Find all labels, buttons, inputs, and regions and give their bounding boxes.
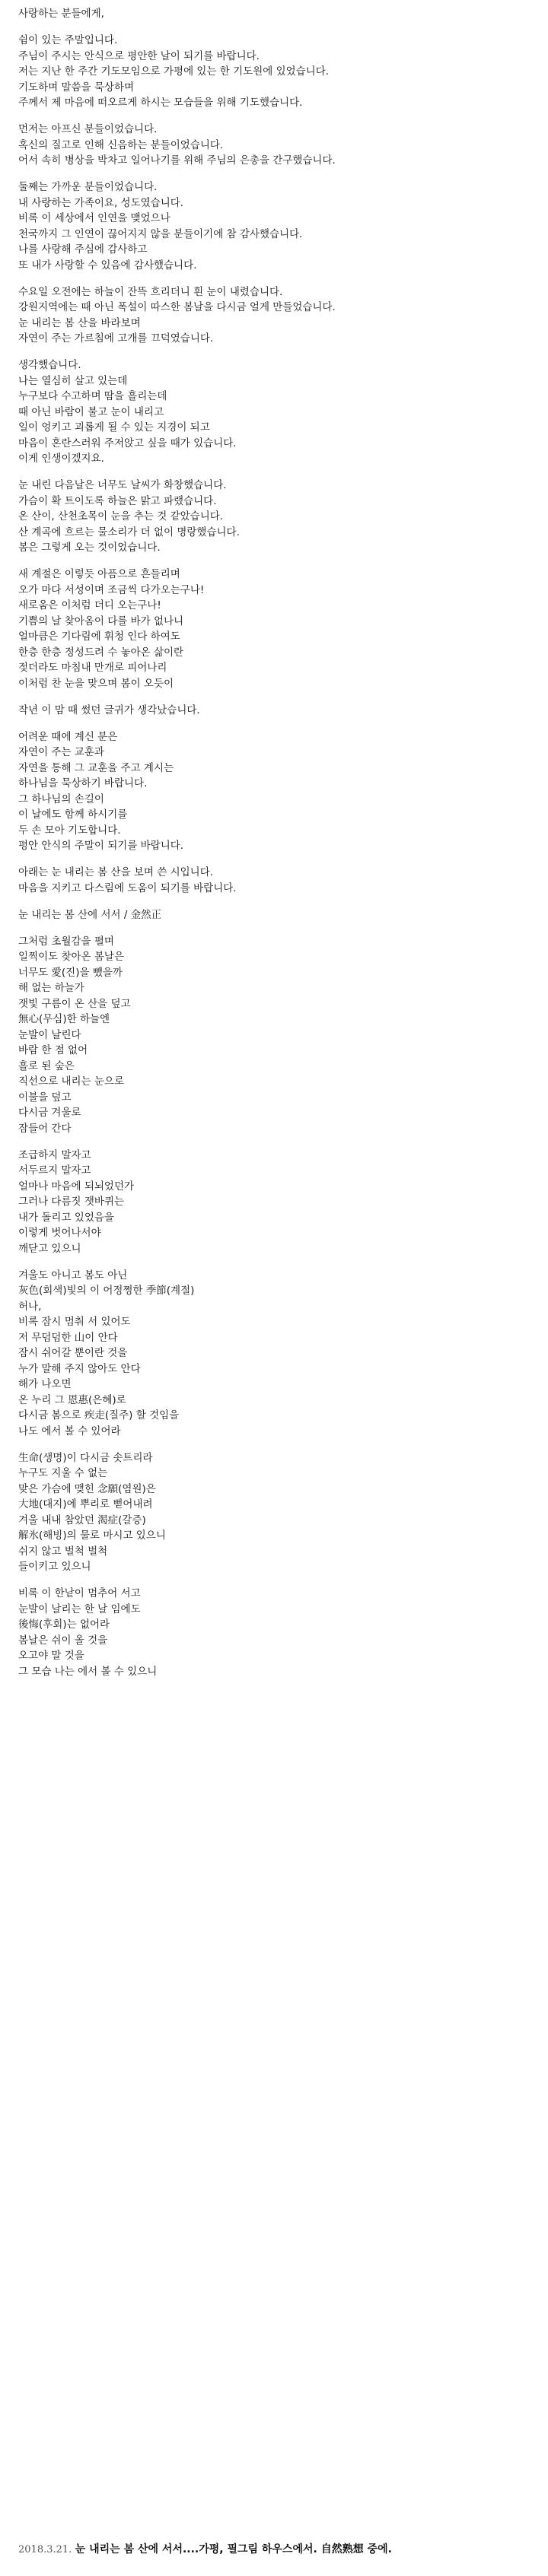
letter-line: 눈 내리는 봄 산을 바라보며 (18, 316, 141, 329)
letter-line: 눈 내리는 봄 산에 서서 / 金然正 (18, 908, 162, 921)
letter-line: 灰色(회색)빛의 이 어정쩡한 季節(계절) (18, 1285, 195, 1297)
letter-line: 눈발이 날리는 한 날 임에도 (18, 1602, 141, 1615)
letter-line: 이렇게 벗어나서야 (18, 1227, 101, 1239)
letter-line: 조급하지 말자고 (18, 1148, 91, 1161)
letter-line: 가슴이 확 트이도록 하늘은 맑고 파랬습니다. (18, 494, 217, 507)
letter-line: 겨울 내내 참았던 渴症(갈증) (18, 1514, 146, 1526)
letter-line: 어서 속히 병상을 박차고 일어나기를 위해 주님의 은총을 간구했습니다. (18, 154, 336, 167)
letter-line: 마음이 혼란스러워 주저앉고 싶을 때가 있습니다. (18, 437, 237, 449)
letter-line: 하나님을 묵상하기 바랍니다. (18, 777, 148, 789)
letter-line: 젖더라도 마침내 만개로 피어나리 (18, 662, 167, 674)
letter-line: 수요일 오전에는 하늘이 잔뜩 흐리더니 흰 눈이 내렸습니다. (18, 285, 283, 298)
letter-line: 이게 인생이겠지요. (18, 453, 104, 465)
letter-line: 오가 마다 서성이며 조금씩 다가오는구나! (18, 583, 205, 596)
letter-line: 다시금 봄으로 疾走(질주) 할 것임을 (18, 1409, 180, 1421)
letter-line: 바람 한 점 없어 (18, 1044, 88, 1056)
letter-line: 겨울도 아니고 봄도 아닌 (18, 1269, 128, 1282)
letter-line: 깨닫고 있으니 (18, 1242, 81, 1255)
letter-line: 아래는 눈 내리는 봄 산을 보며 쓴 시입니다. (18, 866, 214, 878)
letter-line: 얼마나 마음에 되뇌었던가 (18, 1180, 135, 1193)
letter-line: 오고야 말 것을 (18, 1650, 84, 1662)
letter-line: 산 계곡에 흐르는 물소리가 더 없이 명랑했습니다. (18, 526, 240, 538)
letter-line: 너무도 愛(진)을 뺐을까 (18, 966, 123, 979)
letter-line: 이불을 덮고 (18, 1091, 72, 1104)
letter-line: 봄은 그렇게 오는 것이었습니다. (18, 542, 161, 554)
letter-line: 서두르지 말자고 (18, 1164, 91, 1177)
letter-line: 먼저는 아프신 분들이었습니다. (18, 123, 158, 135)
letter-line: 누구도 지울 수 없는 (18, 1467, 108, 1479)
letter-line: 작년 이 맘 때 썼던 글귀가 생각났습니다. (18, 704, 200, 716)
letter-line: 그처럼 초월감을 펼며 (18, 935, 114, 948)
letter-line: 평안 안식의 주말이 되기를 바랍니다. (18, 840, 184, 852)
letter-line: 새로움은 이처럼 더디 오는구나! (18, 599, 161, 611)
letter-line: 온 산이, 산천초목이 눈을 추는 것 같았습니다. (18, 510, 224, 523)
letter-line: 일찍이도 찾아온 봄날은 (18, 951, 124, 963)
letter-line: 강원지역에는 때 아닌 폭설이 따스한 봄날을 다시금 얼게 만들었습니다. (18, 301, 336, 313)
letter-line: 잠들어 간다 (18, 1122, 72, 1135)
letter-line: 해가 나오면 (18, 1378, 72, 1390)
letter-line: 잿빛 구름이 온 산을 덮고 (18, 997, 131, 1010)
letter-line: 생각했습니다. (18, 359, 81, 371)
letter-line: 이처럼 찬 눈을 맞으며 봄이 오듯이 (18, 677, 174, 690)
letter-line: 주께서 제 마음에 떠오르게 하시는 모습들을 위해 기도했습니다. (18, 97, 303, 109)
letter-line: 주님이 주시는 안식으로 평안한 날이 되기를 바랍니다. (18, 49, 260, 62)
letter-line: 맞은 가슴에 맺힌 念願(염원)은 (18, 1482, 156, 1495)
letter-line: 이 날에도 함께 하시기를 (18, 808, 128, 821)
letter-line: 혹신의 질고로 인해 신음하는 분들이었습니다. (18, 138, 224, 151)
letter-line: 일이 엉키고 괴롭게 될 수 있는 지경이 되고 (18, 421, 210, 434)
letter-line: 비록 잠시 멈춰 서 있어도 (18, 1316, 131, 1328)
letter-line: 저는 지난 한 주간 기도모임으로 가평에 있는 한 기도원에 있었습니다. (18, 65, 330, 78)
letter-line: 흘로 된 숲은 (18, 1059, 75, 1072)
letter-line: 눈 내린 다음날은 너무도 날씨가 화창했습니다. (18, 479, 227, 491)
letter-line: 자연이 주는 가르침에 고개를 끄덕였습니다. (18, 332, 214, 345)
letter-line: 解氷(해빙)의 물로 마시고 있으니 (18, 1529, 166, 1542)
letter-line: 또 내가 사랑할 수 있음에 감사했습니다. (18, 259, 197, 272)
letter-line: 한층 한층 정성드려 수 놓아온 삶이란 (18, 646, 184, 659)
letter-footer (18, 2542, 392, 2558)
letter-line: 들이키고 있으니 (18, 1561, 91, 1573)
letter-line: 生命(생명)이 다시금 솟트리라 (18, 1451, 153, 1464)
letter-line: 내 사랑하는 가족이요, 성도였습니다. (18, 196, 184, 209)
letter-line: 눈발이 날린다 (18, 1028, 81, 1041)
letter-line: 두 손 모아 기도합니다. (18, 824, 121, 837)
letter-line: 자연을 통해 그 교훈을 주고 계시는 (18, 761, 174, 774)
letter-line: 後悔(후회)는 없어라 (18, 1618, 110, 1631)
letter-line: 그 하나님의 손길이 (18, 792, 104, 805)
letter-line: 새 계절은 이렇듯 아픔으로 흔들리며 (18, 568, 180, 580)
letter-line: 둘째는 가까운 분들이었습니다. (18, 181, 158, 193)
footer-caption: 눈 내리는 봄 산에 서서....가평, 필그림 하우스에서. 自然熟想 중에. (75, 2543, 392, 2555)
letter-line: 어려운 때에 계신 분은 (18, 730, 118, 743)
letter-line: 나를 사랑해 주심에 감사하고 (18, 243, 148, 256)
letter-line: 쉬지 않고 벌척 벌척 (18, 1545, 108, 1558)
letter-line: 해 없는 하늘가 (18, 982, 84, 994)
letter-line: 사랑하는 분들에게, (18, 8, 104, 20)
letter-line: 비록 이 세상에서 인연을 맺었으나 (18, 212, 170, 224)
letter-line: 나는 열심히 살고 있는데 (18, 374, 128, 387)
letter-line: 기쁨의 날 찾아옴이 다를 바가 없나니 (18, 615, 184, 627)
letter-line: 누가 말해 주지 않아도 안다 (18, 1362, 141, 1375)
letter-line: 비록 이 한낱이 멈추어 서고 (18, 1587, 141, 1599)
letter-line: 그 모습 나는 에서 볼 수 있으니 (18, 1665, 158, 1678)
footer-date: 2018.3.21. (18, 2544, 72, 2555)
letter-line: 내가 돌리고 있었음을 (18, 1211, 114, 1224)
letter-line: 직선으로 내리는 눈으로 (18, 1075, 124, 1088)
letter-line: 大地(대지)에 뿌리로 뻗어내려 (18, 1498, 153, 1510)
letter-line: 자연이 주는 교훈과 (18, 746, 104, 758)
letter-line: 누구보다 수고하며 땀을 흘리는데 (18, 390, 167, 402)
letter-line: 잠시 쉬어갈 뿐이란 것을 (18, 1347, 128, 1359)
letter-line: 온 누리 그 恩惠(은혜)로 (18, 1393, 126, 1406)
letter-line: 때 아닌 바람이 불고 눈이 내리고 (18, 405, 164, 418)
letter-line: 無心(무심)한 하늘엔 (18, 1013, 110, 1025)
letter-line: 천국까지 그 인연이 끊어지지 않을 분들이기에 참 감사했습니다. (18, 227, 303, 240)
letter-line: 저 무덤덤한 山이 안다 (18, 1331, 118, 1344)
letter-line: 나도 에서 볼 수 있어라 (18, 1425, 121, 1437)
letter-line: 기도하며 말씀을 묵상하며 (18, 81, 135, 94)
letter-line: 그러나 다름짓 잿바퀴는 (18, 1196, 124, 1208)
letter-line: 다시금 겨울로 (18, 1107, 81, 1119)
letter-line: 마음을 지키고 다스림에 도움이 되기를 바랍니다. (18, 881, 237, 894)
letter-line: 쉼이 있는 주말입니다. (18, 34, 118, 46)
letter-line: 봄날은 쉬이 올 것을 (18, 1634, 108, 1647)
letter-line: 얼마큼은 기다림에 휘청 인다 하여도 (18, 631, 180, 643)
letter-line: 허나, (18, 1300, 42, 1313)
